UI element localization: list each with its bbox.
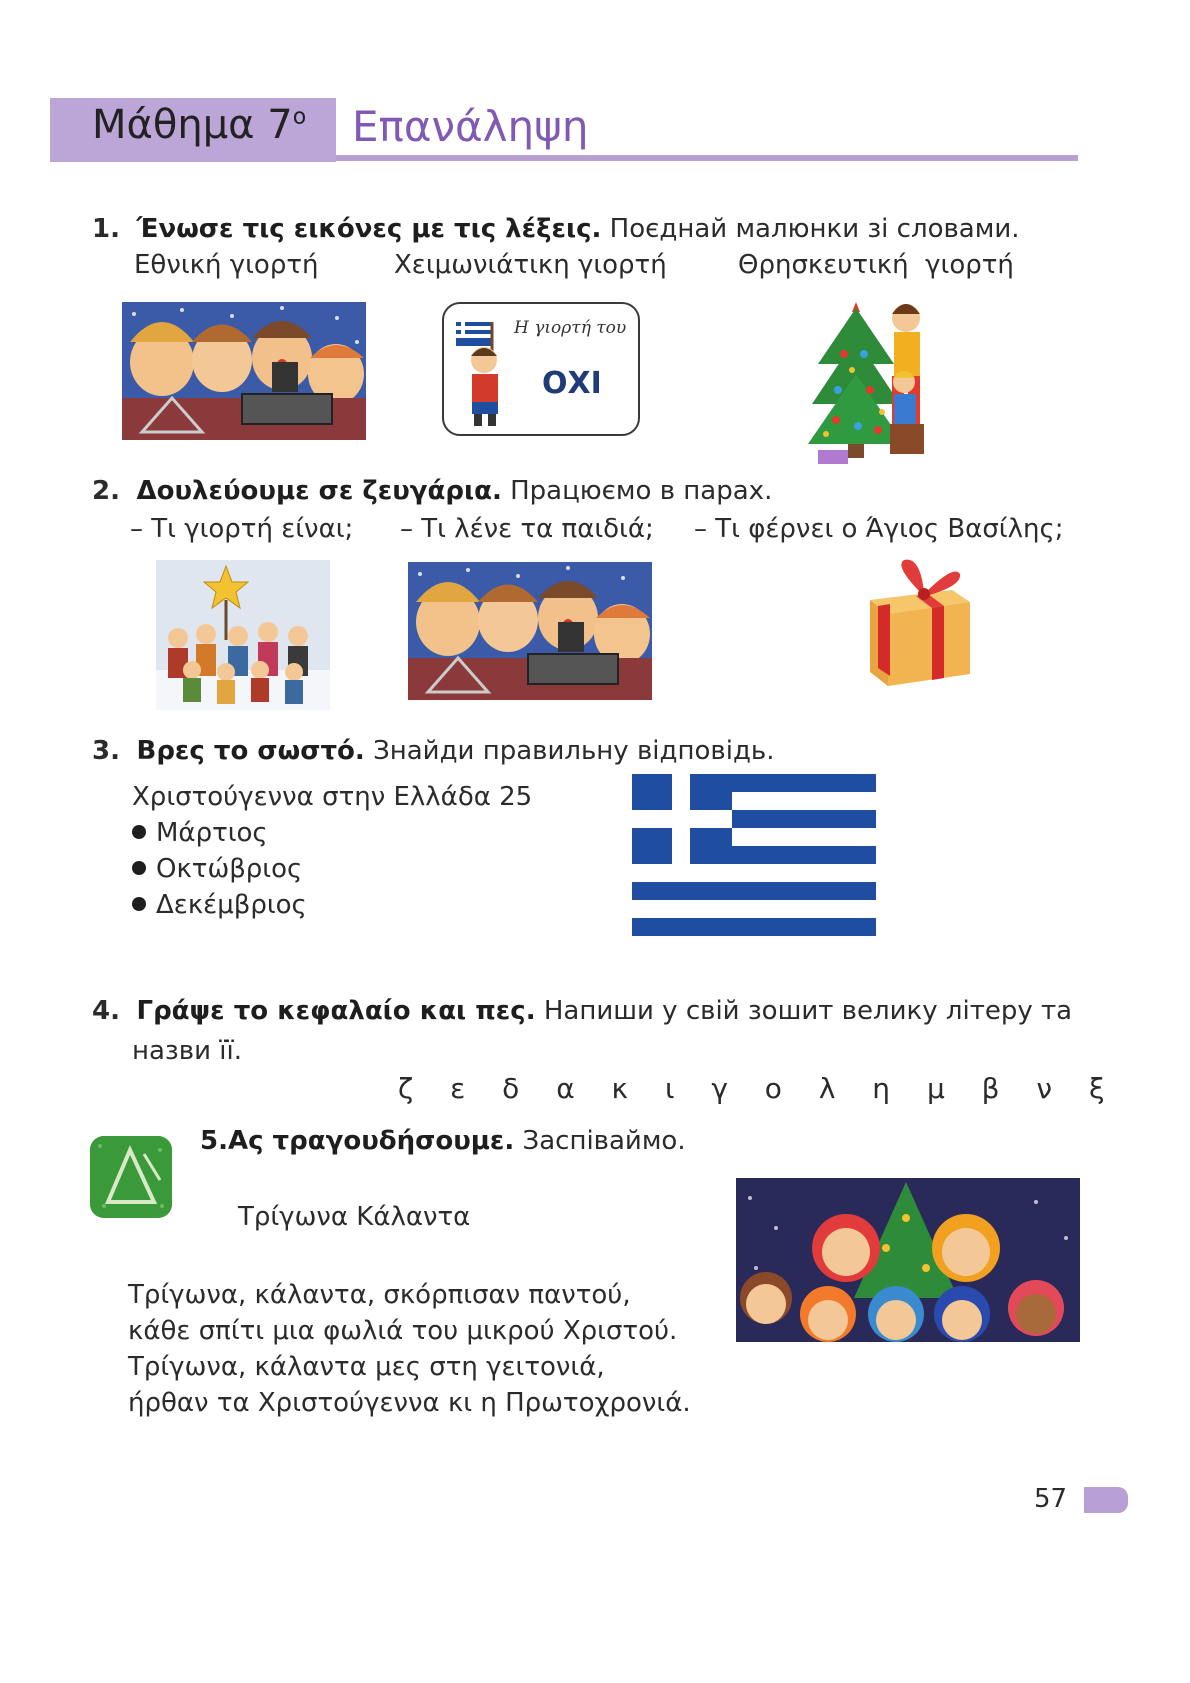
lyrics-line-1: Τρίγωνα, κάλαντα, σκόρπισαν παντού,: [128, 1280, 631, 1310]
page-number-tab: [1084, 1487, 1128, 1513]
children-caroling-picture: [736, 1178, 1080, 1354]
lyrics-line-3: Τρίγωνα, κάλαντα μες στη γειτονιά,: [128, 1352, 605, 1382]
option-october[interactable]: Οκτώβριος: [132, 854, 302, 884]
oxi-day-card: [442, 302, 640, 436]
villagers-with-star-picture: [156, 560, 330, 710]
christmas-tree-picture: [808, 294, 942, 466]
exercise-3-instruction: 3. Βρες το σωστό. Знайди правильну відповідь.: [92, 736, 775, 766]
option-december[interactable]: Δεκέμβριος: [132, 890, 307, 920]
song-title: Τρίγωνα Κάλαντα: [238, 1202, 471, 1232]
bullet-icon: [132, 897, 146, 911]
word-religious-holiday: Θρησκευτική γιορτή: [738, 250, 1014, 280]
lyrics-line-2: κάθε σπίτι μια φωλιά του μικρού Χριστού.: [128, 1316, 678, 1346]
bullet-icon: [132, 861, 146, 875]
christmas-date-prompt: Χριστούγεννα στην Ελλάδα 25: [132, 782, 533, 812]
question-what-santa-brings: – Τι φέρνει ο Άγιος Βασίλης;: [694, 514, 1064, 544]
word-winter-holiday: Χειμωνιάτικη γιορτή: [394, 250, 667, 280]
greek-flag-picture: [632, 774, 876, 936]
lyrics-line-4: ήρθαν τα Χριστούγεννα κι η Πρωτοχρονιά.: [128, 1388, 691, 1418]
carol-singers-picture: [122, 302, 366, 440]
word-national-holiday: Εθνική γιορτή: [134, 250, 319, 280]
header-underline: [336, 155, 1078, 161]
bullet-icon: [132, 825, 146, 839]
card-caption: Η γιορτή του: [514, 318, 627, 338]
question-what-children-say: – Τι λένε τα παιδιά;: [400, 514, 654, 544]
question-what-holiday: – Τι γιορτή είναι;: [130, 514, 354, 544]
child-with-flag-icon: [450, 318, 520, 428]
triangle-instrument-icon: [90, 1136, 172, 1218]
lesson-title: Επανάληψη: [352, 102, 589, 151]
option-march[interactable]: Μάρτιος: [132, 818, 268, 848]
exercise-4-instruction: 4. Γράψε το κεφαλαίο και πες. Напиши у свій зошит велику літеру та: [92, 996, 1073, 1026]
exercise-5-instruction: 5.Ας τραγουδήσουμε. Заспіваймо.: [200, 1126, 686, 1156]
exercise-2-instruction: 2. Δουλεύουμε σε ζευγάρια. Працюємо в парах.: [92, 476, 773, 506]
exercise-4-instruction-cont: назви її.: [132, 1036, 242, 1066]
gift-box-picture: [864, 556, 976, 690]
letter-sequence: ζ ε δ α κ ι γ ο λ η μ β ν ξ: [398, 1072, 1119, 1105]
page-number: 57: [1034, 1484, 1068, 1514]
card-oxi-word: ΟΧΙ: [542, 366, 602, 401]
lesson-number: Μάθημα $7^o$: [92, 102, 307, 148]
exercise-1-instruction: 1. Ένωσε τις εικόνες με τις λέξεις. Поєднай малюнки зі словами.: [92, 214, 1020, 244]
carol-singers-picture-2: [408, 562, 652, 700]
